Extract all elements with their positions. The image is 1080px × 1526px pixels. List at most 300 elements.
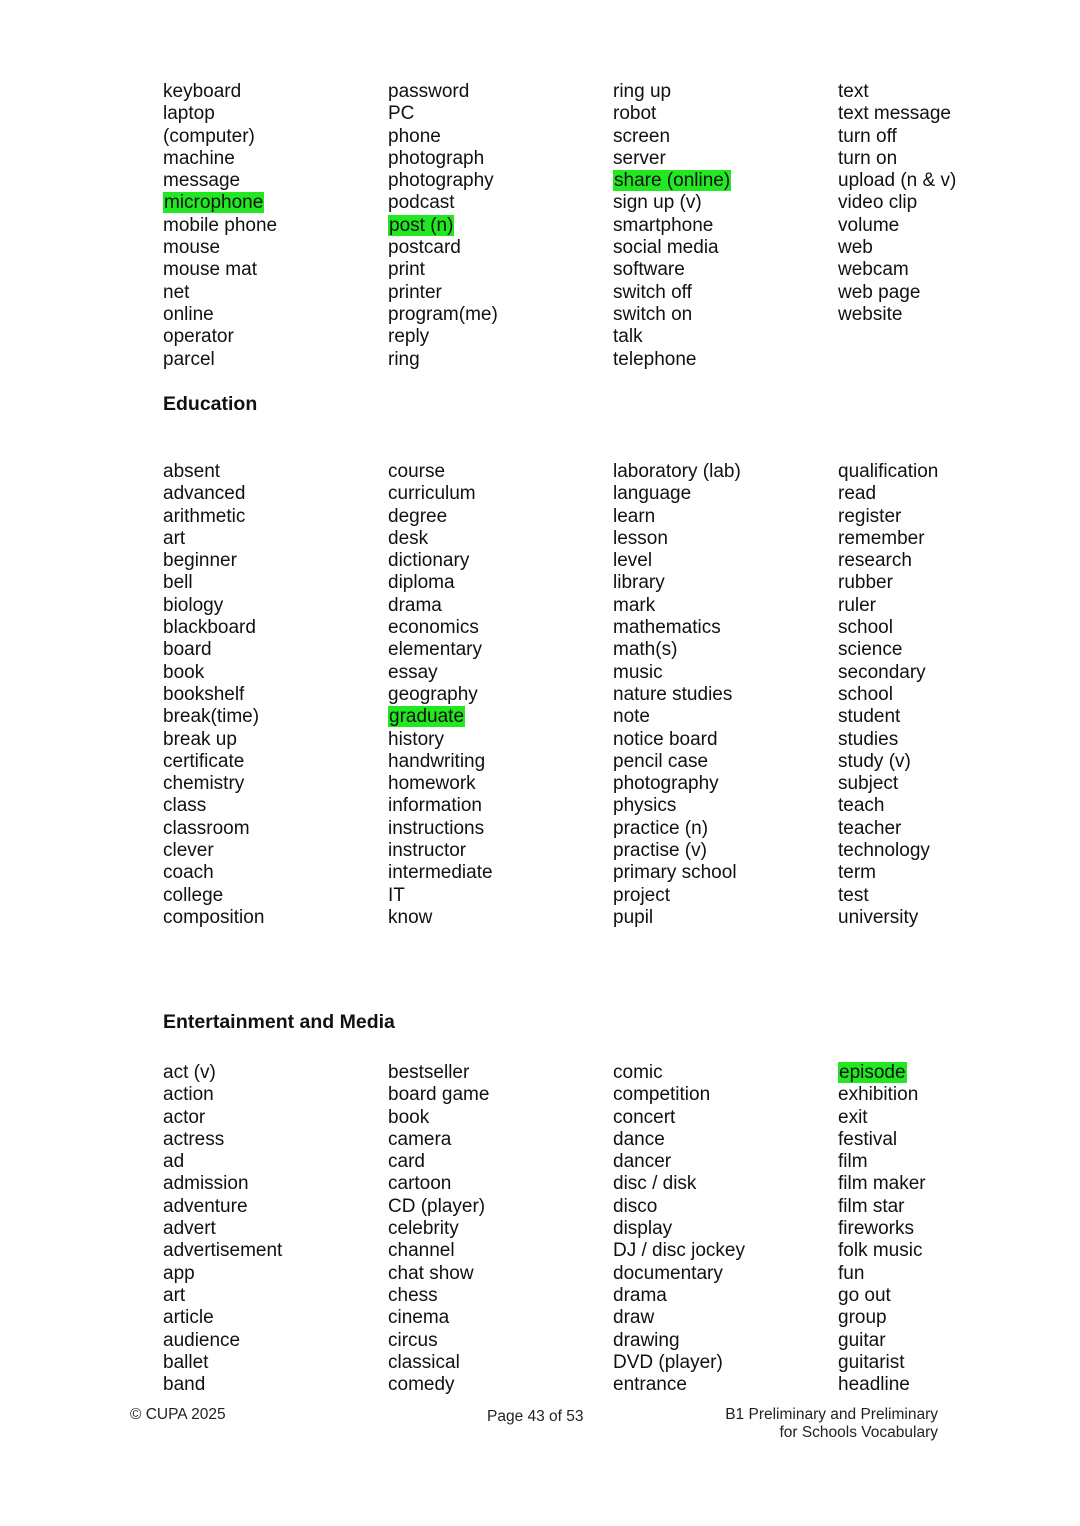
vocab-word: [388, 349, 613, 371]
vocab-word: [838, 751, 1063, 773]
vocab-word-text: fireworks: [838, 1218, 915, 1240]
vocab-word: [613, 1084, 838, 1106]
vocab-word: [613, 461, 838, 483]
vocab-word: [613, 1307, 838, 1329]
vocab-word-text: IT: [388, 884, 405, 906]
vocab-word: [163, 506, 388, 528]
vocab-word: [163, 1240, 388, 1262]
vocab-word-text: adventure: [163, 1195, 248, 1217]
vocab-word: [838, 506, 1063, 528]
vocab-word: [163, 818, 388, 840]
vocab-word-text: podcast: [388, 192, 455, 214]
vocab-word: [838, 1352, 1063, 1374]
vocab-word-text: ring: [388, 348, 420, 370]
vocab-word: [163, 1352, 388, 1374]
vocab-word: [613, 1263, 838, 1285]
vocab-word-text: talk: [613, 326, 643, 348]
vocab-word-text: ad: [163, 1151, 185, 1173]
vocab-word: [613, 192, 838, 214]
vocab-word-text: class: [163, 795, 207, 817]
vocab-word: [163, 215, 388, 237]
vocab-word: [613, 840, 838, 862]
vocab-word-text: advertisement: [163, 1240, 283, 1262]
vocab-word-text: bestseller: [388, 1062, 470, 1083]
vocab-word: [163, 907, 388, 929]
vocab-word: [613, 237, 838, 259]
vocab-word: [163, 170, 388, 192]
vocab-word-text: operator: [163, 326, 234, 348]
vocab-word-text: smartphone: [613, 214, 714, 236]
vocab-word: [388, 1240, 613, 1262]
vocab-word: [388, 1330, 613, 1352]
vocab-word-text: project: [613, 884, 671, 906]
vocab-word: [388, 1352, 613, 1374]
vocab-word: [388, 282, 613, 304]
vocab-word: [613, 326, 838, 348]
vocab-word-text: break(time): [163, 706, 260, 728]
vocab-word: [388, 639, 613, 661]
vocab-word-text: mouse mat: [163, 259, 257, 281]
vocab-word-text: dictionary: [388, 550, 470, 572]
vocab-word: [388, 1307, 613, 1329]
vocab-word: [613, 1285, 838, 1307]
vocab-word-text: drama: [613, 1284, 667, 1306]
highlighted-vocab-word: [388, 706, 613, 728]
vocab-word-text: comic: [613, 1062, 663, 1083]
vocab-word-text: lesson: [613, 527, 668, 549]
vocab-word: [163, 840, 388, 862]
vocab-word: [388, 1374, 613, 1396]
vocab-word-text: information: [388, 795, 482, 817]
vocab-word-text: chess: [388, 1284, 438, 1306]
vocab-word: [838, 528, 1063, 550]
vocab-word-text: certificate: [163, 750, 245, 772]
vocab-word-text: geography: [388, 683, 478, 705]
vocab-word-text: instructor: [388, 840, 467, 862]
vocab-word: [613, 1374, 838, 1396]
vocab-word: [838, 192, 1063, 214]
vocab-word: [163, 729, 388, 751]
vocab-word-text: board game: [388, 1084, 490, 1106]
vocab-word: [163, 81, 388, 103]
vocab-word: [613, 1240, 838, 1262]
vocab-word-text: (computer): [163, 125, 255, 147]
vocab-word: [838, 907, 1063, 929]
vocab-word-text: library: [613, 572, 665, 594]
vocab-word-text: degree: [388, 505, 448, 527]
vocab-word-text: admission: [163, 1173, 249, 1195]
vocab-word: [163, 148, 388, 170]
vocab-word-text: elementary: [388, 639, 482, 661]
education-column-2: [388, 461, 613, 929]
vocab-word-text: absent: [163, 461, 221, 482]
vocab-word: [613, 259, 838, 281]
vocab-word-text: telephone: [613, 348, 697, 370]
vocab-word: [838, 170, 1063, 192]
vocab-word-text: folk music: [838, 1240, 923, 1262]
vocab-word-text: level: [613, 550, 653, 572]
vocab-word-text: school: [838, 683, 893, 705]
highlighted-vocab-word: [838, 1062, 1063, 1084]
vocab-word-text: chat show: [388, 1262, 474, 1284]
vocab-word: [838, 729, 1063, 751]
vocab-word-text: film maker: [838, 1173, 926, 1195]
vocab-word: [838, 483, 1063, 505]
vocab-word-text: student: [838, 706, 901, 728]
vocab-word: [388, 1218, 613, 1240]
vocab-word-text: ring up: [613, 81, 672, 102]
vocab-word: [163, 1062, 388, 1084]
vocab-word: [388, 506, 613, 528]
vocab-word: [388, 729, 613, 751]
vocab-word-text: mobile phone: [163, 214, 278, 236]
vocab-word: [388, 170, 613, 192]
vocab-word-text: turn on: [838, 147, 898, 169]
vocab-word-text: mathematics: [613, 617, 721, 639]
vocab-word-text: reply: [388, 326, 430, 348]
vocab-word-text: study (v): [838, 750, 911, 772]
vocab-word-text: dancer: [613, 1151, 672, 1173]
vocab-word-text: teacher: [838, 817, 902, 839]
vocab-word-text: entrance: [613, 1374, 687, 1396]
vocab-word: [388, 1263, 613, 1285]
vocab-word: [613, 907, 838, 929]
vocab-word-text: research: [838, 550, 912, 572]
vocab-word: [613, 1107, 838, 1129]
vocab-word: [388, 528, 613, 550]
vocab-word-text: webcam: [838, 259, 909, 281]
vocab-word: [838, 885, 1063, 907]
vocab-word-text: guitarist: [838, 1351, 905, 1373]
vocab-word-text: act (v): [163, 1062, 216, 1083]
vocab-word: [388, 1084, 613, 1106]
vocab-word: [838, 862, 1063, 884]
vocab-word: [838, 1240, 1063, 1262]
vocab-word: [838, 572, 1063, 594]
vocab-word-text: festival: [838, 1128, 898, 1150]
vocab-word-text: desk: [388, 527, 429, 549]
vocab-word-text: advert: [163, 1218, 216, 1240]
vocab-word: [388, 751, 613, 773]
vocab-word: [613, 1062, 838, 1084]
vocab-word: [163, 282, 388, 304]
vocab-word-text: dance: [613, 1128, 665, 1150]
vocab-word: [163, 595, 388, 617]
vocab-word: [163, 326, 388, 348]
vocab-word-text: band: [163, 1374, 206, 1396]
education-heading: Education: [163, 393, 258, 415]
vocab-word-text: remember: [838, 527, 925, 549]
vocab-word-text: break up: [163, 728, 237, 750]
vocab-word: [388, 862, 613, 884]
vocab-word: [613, 349, 838, 371]
vocab-word: [613, 773, 838, 795]
vocab-word-text: draw: [613, 1307, 655, 1329]
vocab-word-text: art: [163, 527, 186, 549]
vocab-word: [838, 1173, 1063, 1195]
vocab-word: [163, 795, 388, 817]
vocab-word: [838, 595, 1063, 617]
vocab-word: [163, 550, 388, 572]
entertainment-column-4: [838, 1062, 1063, 1396]
vocab-word-text: social media: [613, 237, 719, 259]
vocab-word-text: notice board: [613, 728, 718, 750]
vocab-word-text: photography: [388, 170, 494, 192]
vocab-word: [613, 885, 838, 907]
vocab-word-text: web page: [838, 281, 921, 303]
vocab-word-text: disc / disk: [613, 1173, 697, 1195]
vocab-word: [388, 126, 613, 148]
vocab-word: [613, 639, 838, 661]
vocab-word: [163, 1151, 388, 1173]
vocab-word-text: instructions: [388, 817, 485, 839]
entertainment-column-1: [163, 1062, 388, 1396]
vocab-word-text: graduate: [389, 706, 465, 728]
vocab-word: [388, 326, 613, 348]
vocab-word-text: studies: [838, 728, 899, 750]
vocab-word-text: phone: [388, 125, 441, 147]
vocab-word-text: actor: [163, 1106, 206, 1128]
vocab-word: [838, 304, 1063, 326]
vocab-word-text: pupil: [613, 906, 654, 928]
vocab-word-text: concert: [613, 1106, 676, 1128]
vocab-word-text: camera: [388, 1128, 452, 1150]
vocab-word: [388, 795, 613, 817]
vocab-word-text: subject: [838, 773, 899, 795]
highlighted-vocab-word: [388, 215, 613, 237]
vocab-word-text: go out: [838, 1284, 891, 1306]
vocab-word-text: pencil case: [613, 750, 709, 772]
vocab-word: [613, 1129, 838, 1151]
vocab-word: [613, 148, 838, 170]
vocab-word-text: physics: [613, 795, 677, 817]
vocab-word: [838, 237, 1063, 259]
vocab-word: [163, 483, 388, 505]
vocab-word: [613, 1173, 838, 1195]
vocab-word-text: chemistry: [163, 773, 245, 795]
vocab-word-text: cartoon: [388, 1173, 452, 1195]
vocab-word: [388, 1285, 613, 1307]
vocab-word: [838, 126, 1063, 148]
vocab-word: [613, 1352, 838, 1374]
vocab-word: [613, 81, 838, 103]
footer-copyright: © CUPA 2025: [130, 1406, 226, 1423]
entertainment-heading: Entertainment and Media: [163, 1011, 395, 1033]
vocab-word-text: competition: [613, 1084, 711, 1106]
vocab-word: [163, 706, 388, 728]
vocab-word-text: group: [838, 1307, 887, 1329]
vocab-word-text: bookshelf: [163, 683, 245, 705]
vocab-word-text: exhibition: [838, 1084, 919, 1106]
vocab-word: [163, 528, 388, 550]
vocab-word-text: cinema: [388, 1307, 450, 1329]
education-column-3: [613, 461, 838, 929]
vocab-word-text: note: [613, 706, 650, 728]
vocab-word: [388, 1107, 613, 1129]
vocab-word-text: science: [838, 639, 903, 661]
vocab-word: [388, 192, 613, 214]
vocab-word: [613, 282, 838, 304]
technology-column-2: [388, 81, 613, 371]
footer-title-line-2: for Schools Vocabulary: [779, 1424, 938, 1441]
vocab-word-text: know: [388, 906, 433, 928]
vocab-word: [838, 1330, 1063, 1352]
vocab-word-text: practise (v): [613, 840, 707, 862]
vocab-word: [613, 751, 838, 773]
vocab-word-text: laptop: [163, 103, 215, 125]
vocab-word: [838, 282, 1063, 304]
vocab-word: [613, 662, 838, 684]
vocab-word-text: disco: [613, 1195, 658, 1217]
vocab-word: [613, 528, 838, 550]
vocab-word: [838, 1285, 1063, 1307]
vocab-word-text: intermediate: [388, 862, 493, 884]
vocab-word: [163, 639, 388, 661]
footer-page-number: Page 43 of 53: [487, 1408, 584, 1425]
vocab-word-text: register: [838, 505, 902, 527]
vocab-word: [613, 572, 838, 594]
vocab-word-text: CD (player): [388, 1195, 486, 1217]
vocab-word-text: art: [163, 1284, 186, 1306]
education-word-list: [163, 461, 1063, 929]
vocab-word-text: advanced: [163, 483, 246, 505]
vocab-word: [163, 304, 388, 326]
vocab-word: [613, 617, 838, 639]
vocab-word-text: secondary: [838, 661, 926, 683]
vocab-word: [838, 1084, 1063, 1106]
vocab-word-text: password: [388, 81, 470, 102]
vocab-word-text: course: [388, 461, 446, 482]
vocab-word-text: video clip: [838, 192, 918, 214]
vocab-word-text: card: [388, 1151, 425, 1173]
vocab-word: [163, 1374, 388, 1396]
vocab-word-text: board: [163, 639, 212, 661]
vocab-word: [838, 773, 1063, 795]
vocab-word: [388, 595, 613, 617]
vocab-word-text: circus: [388, 1329, 438, 1351]
vocab-word-text: practice (n): [613, 817, 709, 839]
vocab-word: [613, 506, 838, 528]
vocab-word-text: text message: [838, 103, 951, 125]
vocab-word: [838, 840, 1063, 862]
vocab-word-text: beginner: [163, 550, 237, 572]
vocab-word-text: DVD (player): [613, 1351, 723, 1373]
technology-column-1: [163, 81, 388, 371]
vocab-word-text: printer: [388, 281, 442, 303]
entertainment-column-3: [613, 1062, 838, 1396]
vocab-word: [388, 1129, 613, 1151]
vocab-word: [613, 304, 838, 326]
education-column-4: [838, 461, 1063, 929]
vocab-word: [163, 126, 388, 148]
vocab-word-text: episode: [839, 1062, 906, 1083]
vocab-word: [613, 126, 838, 148]
vocab-word: [388, 304, 613, 326]
vocab-word: [388, 885, 613, 907]
vocab-word: [163, 773, 388, 795]
vocab-word-text: history: [388, 728, 444, 750]
vocab-word: [838, 684, 1063, 706]
vocab-word: [163, 1263, 388, 1285]
vocab-word: [388, 1151, 613, 1173]
vocab-word-text: handwriting: [388, 750, 486, 772]
vocab-word-text: web: [838, 237, 873, 259]
vocab-word: [163, 1107, 388, 1129]
vocab-word-text: print: [388, 259, 425, 281]
vocab-word-text: music: [613, 661, 663, 683]
vocab-word-text: nature studies: [613, 683, 733, 705]
vocab-word: [163, 1196, 388, 1218]
vocab-word: [163, 1129, 388, 1151]
vocab-word-text: robot: [613, 103, 657, 125]
vocab-word: [388, 103, 613, 125]
vocab-word-text: documentary: [613, 1262, 723, 1284]
vocab-word: [388, 662, 613, 684]
vocab-word-text: diploma: [388, 572, 455, 594]
vocab-word-text: laboratory (lab): [613, 461, 741, 482]
vocab-word-text: rubber: [838, 572, 893, 594]
vocab-word-text: post (n): [389, 214, 454, 236]
vocab-word: [613, 795, 838, 817]
vocab-word: [388, 148, 613, 170]
vocab-word-text: ballet: [163, 1351, 209, 1373]
vocab-word-text: composition: [163, 906, 265, 928]
vocab-word-text: microphone: [164, 192, 264, 214]
vocab-word: [388, 1196, 613, 1218]
vocab-word: [838, 550, 1063, 572]
vocab-word: [838, 461, 1063, 483]
vocab-word-text: college: [163, 884, 224, 906]
vocab-word-text: actress: [163, 1128, 225, 1150]
vocab-word-text: homework: [388, 773, 476, 795]
vocab-word-text: math(s): [613, 639, 678, 661]
vocab-word-text: mouse: [163, 237, 221, 259]
vocab-word: [838, 1107, 1063, 1129]
highlighted-vocab-word: [163, 192, 388, 214]
vocab-word: [613, 1330, 838, 1352]
vocab-word: [388, 684, 613, 706]
vocab-word: [613, 595, 838, 617]
vocab-word: [163, 237, 388, 259]
vocab-word: [163, 617, 388, 639]
vocab-word: [838, 103, 1063, 125]
vocab-word-text: qualification: [838, 461, 939, 482]
vocab-word-text: exit: [838, 1106, 868, 1128]
vocab-word-text: teach: [838, 795, 885, 817]
vocab-word: [388, 550, 613, 572]
vocab-word-text: machine: [163, 147, 235, 169]
vocab-word-text: sign up (v): [613, 192, 702, 214]
vocab-word: [838, 617, 1063, 639]
vocab-word-text: switch off: [613, 281, 692, 303]
vocab-word: [388, 237, 613, 259]
footer-document-title: [700, 1406, 938, 1442]
vocab-word: [613, 550, 838, 572]
vocab-word-text: book: [388, 1106, 430, 1128]
vocab-word-text: biology: [163, 594, 224, 616]
vocab-word-text: server: [613, 147, 666, 169]
vocab-word-text: fun: [838, 1262, 865, 1284]
vocab-word-text: volume: [838, 214, 900, 236]
vocab-word-text: screen: [613, 125, 671, 147]
technology-column-4: [838, 81, 1063, 371]
vocab-word-text: arithmetic: [163, 505, 246, 527]
vocab-word: [838, 148, 1063, 170]
vocab-word: [838, 1307, 1063, 1329]
vocab-word: [838, 1218, 1063, 1240]
vocab-word: [838, 1374, 1063, 1396]
vocab-word-text: classroom: [163, 817, 250, 839]
